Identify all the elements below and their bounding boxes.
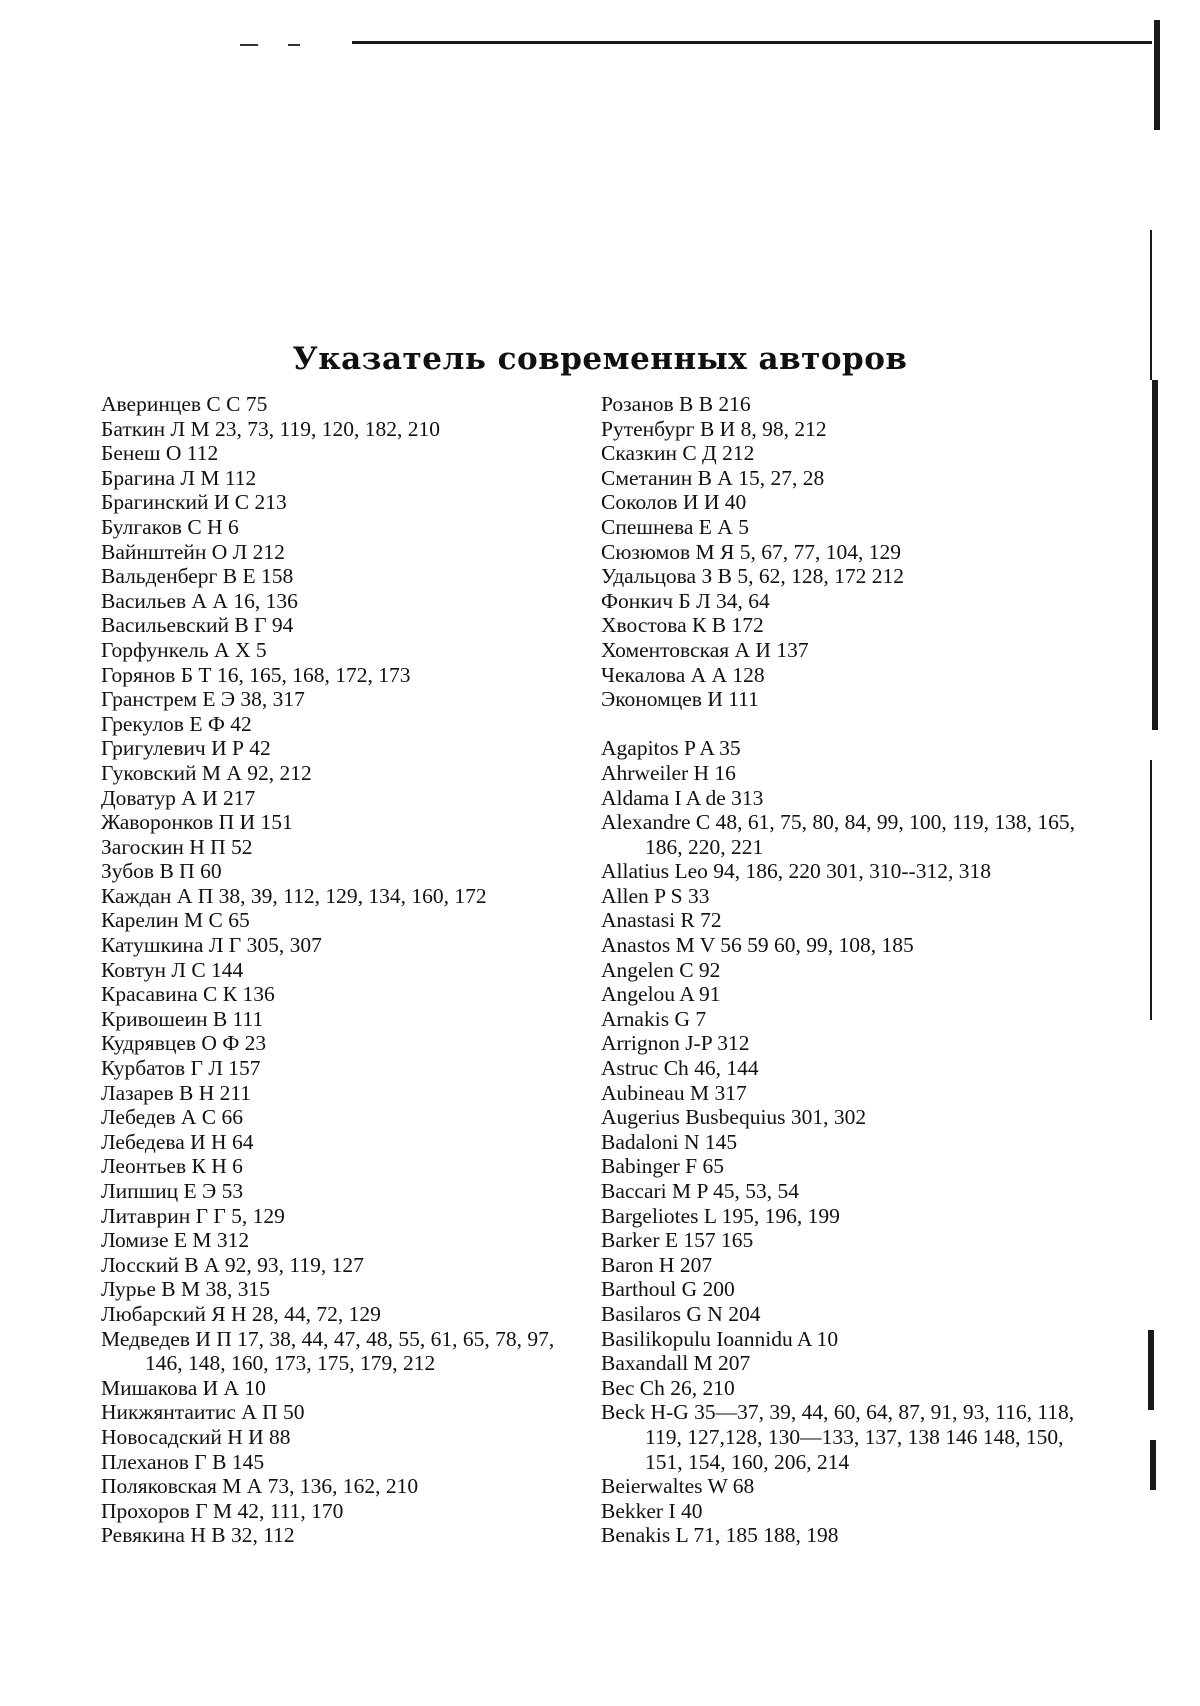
index-entry: Aldama I A de 313: [601, 785, 764, 810]
index-entry: Alexandre C 48, 61, 75, 80, 84, 99, 100, 119, 138, 165, 186, 220, 221: [601, 810, 1075, 859]
index-entry: Ревякина Н В 32, 112: [101, 1523, 295, 1548]
index-entry: Красавина С К 136: [101, 982, 275, 1007]
index-entry: Прохоров Г М 42, 111, 170: [101, 1498, 344, 1523]
index-entry: Доватур А И 217: [101, 785, 256, 810]
index-entry: Baxandall M 207: [601, 1351, 751, 1376]
index-entry: Сметанин В А 15, 27, 28: [601, 465, 825, 490]
index-entry: Anastos M V 56 59 60, 99, 108, 185: [601, 933, 914, 958]
index-entry: Astruc Ch 46, 144: [601, 1056, 759, 1081]
index-entry: Поляковская М А 73, 136, 162, 210: [101, 1474, 419, 1499]
index-entry: Bargeliotes L 195, 196, 199: [601, 1203, 840, 1228]
index-entry: Лебедев А С 66: [101, 1105, 244, 1130]
index-entry: Мишакова И А 10: [101, 1375, 266, 1400]
index-entry: Фонкич Б Л 34, 64: [601, 588, 770, 613]
index-entry: Beck H-G 35—37, 39, 44, 60, 64, 87, 91, 93, 116, 118, 119, 127,128, 130—133, 137, 138 146 148, 150, 151, 154, 160, 206, 214: [601, 1400, 1075, 1474]
index-entry: Allen P S 33: [601, 883, 710, 908]
index-entry: Карелин М С 65: [101, 908, 250, 933]
index-entry: Грекулов Е Ф 42: [101, 711, 252, 736]
index-entry: Розанов В В 216: [601, 392, 751, 416]
index-entry: Вайнштейн О Л 212: [101, 539, 285, 564]
index-entry: Новосадский Н И 88: [101, 1424, 291, 1449]
page-title: Указатель современных авторов: [292, 340, 908, 377]
index-entry: Barker E 157 165: [601, 1228, 754, 1253]
index-entry: Курбатов Г Л 157: [101, 1056, 261, 1081]
index-entry: Badaloni N 145: [601, 1129, 738, 1154]
index-column-left: [101, 392, 571, 1548]
index-entry: Жаворонков П И 151: [101, 810, 293, 835]
scan-artifact-dash: [240, 44, 258, 46]
index-entry: Горянов Б Т 16, 165, 168, 172, 173: [101, 662, 411, 687]
index-entry: Вальденберг В Е 158: [101, 564, 294, 589]
index-entry: Спешнева Е А 5: [601, 514, 749, 539]
scan-right-edge: [1148, 1330, 1154, 1410]
index-entry: Никжянтаитис А П 50: [101, 1400, 305, 1425]
index-entry: Васильев А А 16, 136: [101, 588, 298, 613]
index-entry: Лазарев В Н 211: [101, 1080, 252, 1105]
index-entry: Baccari M P 45, 53, 54: [601, 1179, 800, 1203]
index-entry: Сказкин С Д 212: [601, 441, 755, 466]
index-entry: Каждан А П 38, 39, 112, 129, 134, 160, 172: [101, 883, 487, 908]
index-entry: Экономцев И 111: [601, 687, 759, 712]
index-entry: Гуковский М А 92, 212: [101, 760, 312, 785]
index-entry: Basilaros G N 204: [601, 1301, 761, 1326]
index-entry: Брагинский И С 213: [101, 490, 287, 515]
index-entry: Медведев И П 17, 38, 44, 47, 48, 55, 61, 65, 78, 97, 146, 148, 160, 173, 175, 179, 212: [101, 1326, 555, 1376]
index-entry: Лурье В М 38, 315: [101, 1277, 270, 1302]
index-entry: Arrignon J-P 312: [601, 1031, 750, 1056]
index-entry: Baron H 207: [601, 1252, 713, 1277]
index-entry: Удальцова З В 5, 62, 128, 172 212: [601, 564, 904, 589]
scan-top-edge-line: [352, 41, 1152, 44]
index-entry: Катушкина Л Г 305, 307: [101, 933, 322, 958]
index-entry: Бенеш О 112: [101, 441, 219, 466]
index-entry: Basilikopulu Ioannidu A 10: [601, 1326, 839, 1351]
index-entry: Загоскин Н П 52: [101, 834, 253, 859]
index-entry: Angelou A 91: [601, 982, 721, 1007]
index-entry: Barthoul G 200: [601, 1277, 735, 1302]
index-entry: Кудрявцев О Ф 23: [101, 1031, 267, 1056]
index-entry: Любарский Я Н 28, 44, 72, 129: [101, 1301, 381, 1326]
index-entry: Ломизе Е М 312: [101, 1228, 250, 1253]
index-entry: Чекалова А А 128: [601, 662, 765, 687]
index-entry: Литаврин Г Г 5, 129: [101, 1203, 285, 1228]
scan-right-edge: [1154, 20, 1160, 130]
index-entry: Сюзюмов М Я 5, 67, 77, 104, 129: [601, 539, 902, 564]
index-entry: Хвостова К В 172: [601, 613, 764, 638]
index-entry: Липшиц Е Э 53: [101, 1179, 244, 1203]
index-entry: Баткин Л М 23, 73, 119, 120, 182, 210: [101, 416, 440, 441]
scan-right-edge: [1150, 760, 1152, 1020]
index-entry: Лосский В А 92, 93, 119, 127: [101, 1252, 364, 1277]
index-entry: Agapitos P A 35: [601, 736, 741, 761]
index-entry: Aubineau M 317: [601, 1080, 747, 1105]
index-entry: Григулевич И Р 42: [101, 736, 271, 761]
index-entry: Леонтьев К Н 6: [101, 1154, 243, 1179]
index-entry: Bec Ch 26, 210: [601, 1375, 735, 1400]
index-entry: Зубов В П 60: [101, 859, 222, 884]
scan-right-edge: [1150, 1440, 1156, 1490]
scan-right-edge: [1152, 380, 1158, 730]
index-entry: Брагина Л М 112: [101, 465, 257, 490]
index-entry: Соколов И И 40: [601, 490, 747, 515]
index-entry: Bekker I 40: [601, 1498, 703, 1523]
index-entry: Benakis L 71, 185 188, 198: [601, 1523, 839, 1548]
index-column-right: [601, 392, 1081, 1548]
index-entry: Хоментовская А И 137: [601, 637, 809, 662]
index-entry: Ковтун Л С 144: [101, 957, 244, 982]
index-entry: Beierwaltes W 68: [601, 1474, 755, 1499]
index-entry: Плеханов Г В 145: [101, 1449, 265, 1474]
index-entry: Булгаков С Н 6: [101, 514, 239, 539]
index-entry: Allatius Leo 94, 186, 220 301, 310--312, 318: [601, 859, 991, 884]
index-entry: Arnakis G 7: [601, 1006, 707, 1031]
index-entry: Васильевский В Г 94: [101, 613, 294, 638]
section-gap: [601, 712, 1081, 737]
index-entry: Angelen C 92: [601, 957, 721, 982]
index-entry: Горфункель А Х 5: [101, 637, 267, 662]
scan-artifact-dash: [288, 44, 300, 46]
index-entry: Аверинцев С С 75: [101, 392, 268, 416]
index-entry: Рутенбург В И 8, 98, 212: [601, 416, 827, 441]
index-entry: Augerius Busbequius 301, 302: [601, 1105, 867, 1130]
index-entry: Babinger F 65: [601, 1154, 725, 1179]
index-entry: Лебедева И Н 64: [101, 1129, 254, 1154]
index-entry: Кривошеин В 111: [101, 1006, 264, 1031]
index-entry: Гранстрем Е Э 38, 317: [101, 687, 305, 712]
index-entry: Anastasi R 72: [601, 908, 722, 933]
index-entry: Ahrweiler H 16: [601, 760, 736, 785]
